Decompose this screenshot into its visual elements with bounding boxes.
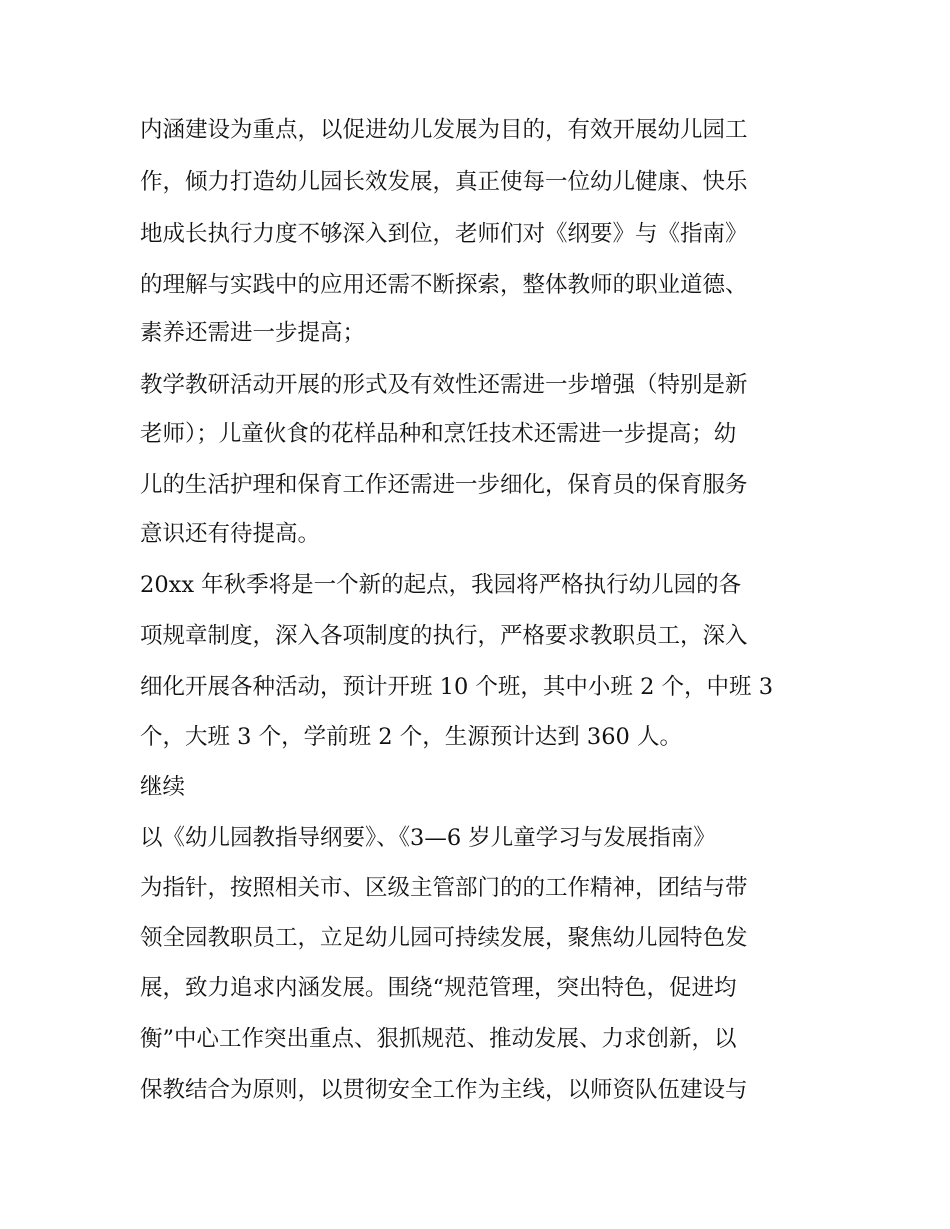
text-line: 意识还有待提高。 xyxy=(140,521,321,547)
text-line: 素养还需进一步提高； xyxy=(140,320,366,346)
text-line: 为指针，按照相关市、区级主管部门的的工作精神，团结与带 xyxy=(140,875,748,901)
text-line: 的理解与实践中的应用还需不断探索，整体教师的职业道德、 xyxy=(140,272,748,298)
text-line: 继续 xyxy=(140,774,186,800)
text-line: 20xx 年秋季将是一个新的起点，我园将严格执行幼儿园的各 xyxy=(140,572,742,598)
text-line: 老师）；儿童伙食的花样品种和烹饪技术还需进一步提高；幼 xyxy=(140,421,737,447)
text-line: 衡”中心工作突出重点、狠抓规范、推动发展、力求创新，以 xyxy=(140,1026,737,1052)
text-line: 个，大班 3 个，学前班 2 个，生源预计达到 360 人。 xyxy=(140,724,682,750)
text-line: 内涵建设为重点，以促进幼儿发展为目的，有效开展幼儿园工 xyxy=(140,117,748,143)
text-line: 展，致力追求内涵发展。围绕“规范管理，突出特色，促进均 xyxy=(140,975,737,1001)
text-line: 儿的生活护理和保育工作还需进一步细化，保育员的保育服务 xyxy=(140,472,748,498)
text-line: 保教结合为原则，以贯彻安全工作为主线，以师资队伍建设与 xyxy=(140,1077,748,1103)
text-line: 教学教研活动开展的形式及有效性还需进一步增强（特别是新 xyxy=(140,372,748,398)
text-line: 地成长执行力度不够深入到位，老师们对《纲要》与《指南》 xyxy=(140,221,748,247)
text-line: 项规章制度，深入各项制度的执行，严格要求教职员工，深入 xyxy=(140,623,748,649)
text-line: 领全园教职员工，立足幼儿园可持续发展，聚焦幼儿园特色发 xyxy=(140,925,748,951)
text-line: 细化开展各种活动，预计开班 10 个班，其中小班 2 个，中班 3 xyxy=(140,674,774,700)
text-line: 以《幼儿园教指导纲要》、《3—6 岁儿童学习与发展指南》 xyxy=(140,825,716,851)
text-line: 作，倾力打造幼儿园长效发展，真正使每一位幼儿健康、快乐 xyxy=(140,169,748,195)
